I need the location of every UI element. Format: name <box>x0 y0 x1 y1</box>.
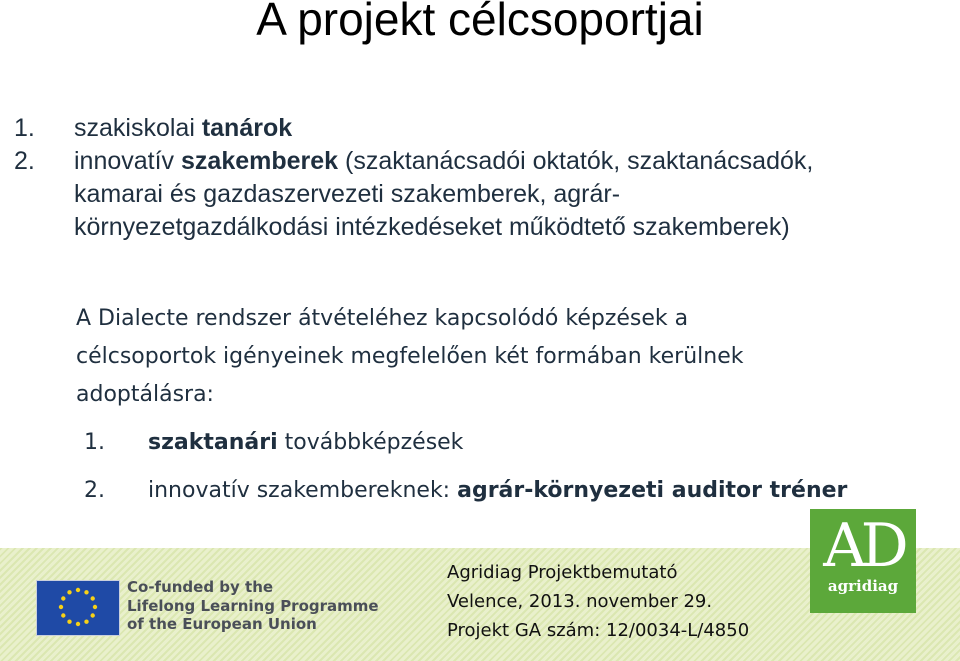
project-name: Agridiag Projektbemutató <box>447 562 678 583</box>
paragraph-line: A Dialecte rendszer átvételéhez kapcsolódó képzések a <box>76 306 689 331</box>
project-date: Velence, 2013. november 29. <box>447 591 713 612</box>
project-number: Projekt GA szám: 12/0034-L/4850 <box>447 620 750 641</box>
list-number: 1. <box>14 114 35 142</box>
list-item-text: környezetgazdálkodási intézkedéseket működtető szakemberek) <box>74 213 790 241</box>
list-item-text: innovatív szakembereknek: <box>148 478 458 503</box>
list-number: 2. <box>84 478 105 503</box>
list-item-bold-text: szaktanári <box>148 430 278 455</box>
list-item-bold-text: szakemberek <box>181 147 339 175</box>
paragraph-line: célcsoportok igényeinek megfelelően két formában kerülnek <box>76 344 744 369</box>
target-group-list <box>14 112 944 244</box>
page-title: A projekt célcsoportjai <box>256 0 704 45</box>
paragraph-line: adoptálásra: <box>76 382 214 407</box>
list-item-text: innovatív <box>74 147 182 175</box>
project-info <box>447 558 749 645</box>
list-number: 2. <box>14 147 35 175</box>
list-item-bold-text: agrár-környezeti auditor tréner <box>457 478 848 503</box>
list-number: 1. <box>84 430 105 455</box>
list-item-text: szakiskolai <box>74 114 202 142</box>
training-forms-list <box>84 419 944 515</box>
list-item-text: továbbképzések <box>277 430 464 455</box>
list-item-text: kamarai és gazdaszervezeti szakemberek, agrár- <box>74 180 621 208</box>
eu-flag-icon <box>36 580 120 636</box>
list-item <box>14 112 944 145</box>
list-item <box>84 467 944 515</box>
logo-mark: AD <box>823 511 903 581</box>
list-item <box>14 145 944 244</box>
adoption-paragraph <box>76 300 936 414</box>
cofunded-text: Co-funded by the Lifelong Learning Programme of the European Union <box>127 578 379 633</box>
list-item-bold-text: tanárok <box>201 114 293 142</box>
logo-wordmark: agridiag <box>827 577 899 595</box>
list-item-text: (szaktanácsadói oktatók, szaktanácsadók, <box>338 147 814 175</box>
agridiag-logo <box>810 509 916 613</box>
list-item <box>84 419 944 467</box>
